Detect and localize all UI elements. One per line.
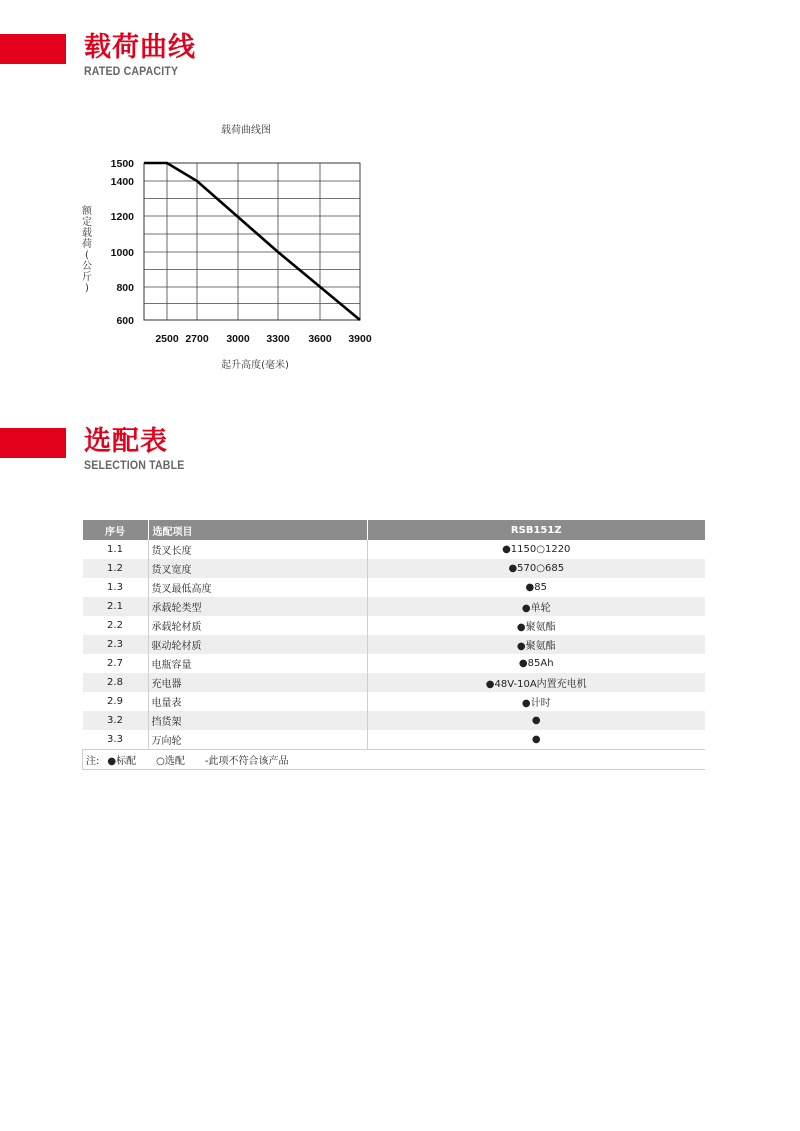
row-value: ●570○685: [367, 559, 705, 578]
section-subtitle-selection-table: SELECTION TABLE: [84, 458, 185, 472]
table-note: [83, 750, 706, 770]
row-item: 货叉长度: [148, 540, 367, 559]
x-tick-label: 2700: [185, 333, 209, 345]
load-curve-chart: [70, 110, 390, 380]
y-axis-label: [82, 204, 93, 294]
row-value: ●1150○1220: [367, 540, 705, 559]
row-no: 1.2: [83, 559, 149, 578]
row-value: ●聚氨酯: [367, 616, 705, 635]
row-value: ●: [367, 711, 705, 730]
y-tick-label: 1400: [110, 176, 134, 188]
load-curve-line: [144, 163, 360, 320]
row-value: ●85Ah: [367, 654, 705, 673]
row-no: 3.2: [83, 711, 149, 730]
section-accent-bar: [0, 34, 66, 64]
x-tick-label: 2500: [155, 333, 179, 345]
plot-frame: [144, 163, 360, 320]
row-item: 承载轮类型: [148, 597, 367, 616]
note-standard: ●标配: [107, 756, 137, 767]
row-value: ●计时: [367, 692, 705, 711]
row-item: 货叉最低高度: [148, 578, 367, 597]
y-tick-label: 1500: [110, 158, 134, 170]
header-item: 选配项目: [148, 520, 367, 540]
row-value: ●聚氨酯: [367, 635, 705, 654]
row-value: ●: [367, 730, 705, 750]
table-row: [83, 673, 706, 692]
y-tick-label: 600: [116, 315, 134, 327]
row-item: 万向轮: [148, 730, 367, 750]
row-no: 2.2: [83, 616, 149, 635]
row-value: ●单轮: [367, 597, 705, 616]
row-item: 驱动轮材质: [148, 635, 367, 654]
note-label: 注:: [86, 756, 100, 767]
table-row: [83, 692, 706, 711]
row-no: 1.1: [83, 540, 149, 559]
table-row: [83, 616, 706, 635]
table-row: [83, 597, 706, 616]
y-tick-label: 1200: [110, 211, 134, 223]
header-model: RSB151Z: [367, 520, 705, 540]
table-row: [83, 654, 706, 673]
section-title-rated-capacity: 载荷曲线: [84, 32, 196, 63]
row-item: 电瓶容量: [148, 654, 367, 673]
row-item: 货叉宽度: [148, 559, 367, 578]
chart-grid: [144, 163, 360, 320]
x-tick-label: 3300: [266, 333, 290, 345]
section-title-selection-table: 选配表: [84, 426, 168, 457]
row-no: 1.3: [83, 578, 149, 597]
y-tick-label: 1000: [110, 247, 134, 259]
row-value: ●85: [367, 578, 705, 597]
table-header-row: [83, 520, 706, 540]
x-tick-label: 3600: [308, 333, 332, 345]
note-optional: ○选配: [156, 756, 185, 767]
x-axis-label: 起升高度(毫米): [221, 360, 289, 371]
row-no: 2.3: [83, 635, 149, 654]
row-no: 2.9: [83, 692, 149, 711]
table-row: [83, 635, 706, 654]
row-no: 2.7: [83, 654, 149, 673]
row-no: 3.3: [83, 730, 149, 750]
row-value: ●48V-10A内置充电机: [367, 673, 705, 692]
x-tick-label: 3900: [348, 333, 372, 345]
section-accent-bar: [0, 428, 66, 458]
chart-ticks: [111, 158, 372, 345]
y-tick-label: 800: [116, 282, 134, 294]
header-no: 序号: [83, 520, 149, 540]
table-row: [83, 559, 706, 578]
section-subtitle-rated-capacity: RATED CAPACITY: [84, 64, 179, 78]
row-item: 挡货架: [148, 711, 367, 730]
note-not-applicable: -此项不符合该产品: [204, 756, 289, 767]
table-row: [83, 540, 706, 559]
table-row: [83, 578, 706, 597]
row-no: 2.1: [83, 597, 149, 616]
row-item: 承载轮材质: [148, 616, 367, 635]
row-no: 2.8: [83, 673, 149, 692]
table-note-row: [83, 750, 706, 770]
x-tick-label: 3000: [226, 333, 250, 345]
row-item: 充电器: [148, 673, 367, 692]
row-item: 电量表: [148, 692, 367, 711]
selection-table: [82, 520, 705, 770]
y-axis-label-text: 额定载荷(公斤): [82, 206, 92, 294]
table-row: [83, 730, 706, 750]
chart-title: 载荷曲线图: [221, 125, 271, 136]
table-row: [83, 711, 706, 730]
